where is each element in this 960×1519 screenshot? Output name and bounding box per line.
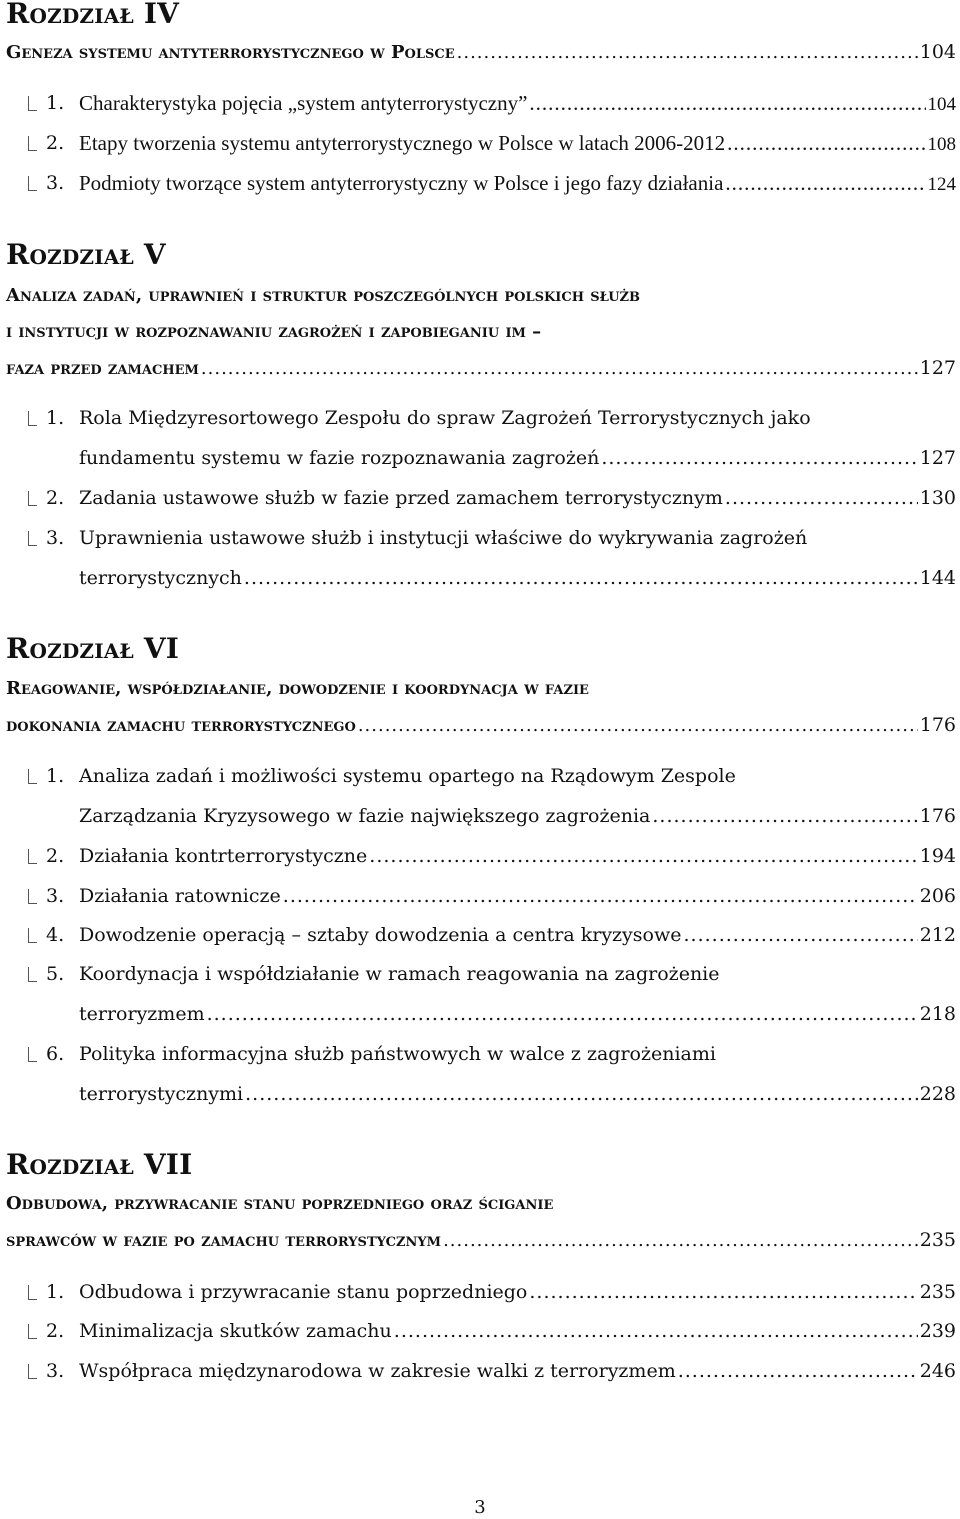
page-number: 212 [919, 924, 956, 946]
entry-text: Współpraca międzynarodowa w zakresie walki z terroryzmem [79, 1360, 676, 1382]
entry-number: 3. [46, 1360, 65, 1382]
page-number: 194 [919, 845, 956, 867]
toc-entry[interactable] [46, 1034, 956, 1114]
bullet-marker [28, 769, 36, 783]
entry-text: terrorystycznych [79, 567, 242, 589]
page-number: 130 [919, 487, 956, 509]
entry-number: 3. [46, 885, 65, 907]
chapter-heading: Rozdział VI [6, 632, 180, 665]
toc-entry[interactable] [46, 398, 956, 478]
page-number: 108 [927, 134, 956, 155]
toc-entry[interactable] [46, 1272, 956, 1312]
leader-dots [283, 876, 918, 916]
page-number: 104 [927, 94, 956, 115]
chapter-title[interactable] [6, 278, 956, 386]
page-number: 127 [919, 357, 956, 379]
page-number: 104 [919, 41, 956, 63]
page-number: 127 [919, 447, 956, 469]
chapter-title-line: Geneza systemu antyterrorystycznego w Polsce [6, 42, 455, 63]
entry-number: 4. [46, 924, 65, 946]
entry-text: Koordynacja i współdziałanie w ramach reagowania na zagrożenie [79, 963, 720, 985]
chapter-title-line: i instytucji w rozpoznawaniu zagrożeń i zapobieganiu im – [6, 321, 542, 342]
leader-dots [652, 796, 917, 836]
toc-entry[interactable] [46, 915, 956, 955]
entry-number: 6. [46, 1043, 65, 1065]
bullet-marker [28, 889, 36, 903]
entry-number: 1. [46, 765, 65, 787]
entry-text: terrorystycznymi [79, 1083, 244, 1105]
bullet-marker [28, 531, 36, 545]
leader-dots [678, 1351, 918, 1391]
entry-text: Podmioty tworzące system antyterrorystyczny w Polsce i jego fazy działania [79, 171, 724, 195]
bullet-marker [28, 1324, 36, 1338]
page-number: 239 [919, 1320, 956, 1342]
bullet-marker [28, 491, 36, 505]
bullet-marker [28, 1285, 36, 1299]
entry-number: 1. [46, 92, 65, 114]
entry-text: Działania ratownicze [79, 885, 281, 907]
bullet-marker [28, 411, 36, 425]
page-number: 176 [919, 805, 956, 827]
chapter-title-line: dokonania zamachu terrorystycznego [6, 715, 356, 736]
page-number: 144 [919, 567, 956, 589]
leader-dots [684, 915, 918, 955]
leader-dots [725, 163, 925, 203]
leader-dots [725, 478, 918, 518]
entry-number: 1. [46, 407, 65, 429]
toc-entry[interactable] [46, 836, 956, 876]
bullet-marker [28, 1047, 36, 1061]
page-number: 176 [919, 714, 956, 736]
entry-number: 3. [46, 172, 65, 194]
leader-dots [245, 1074, 918, 1114]
footer-page-number: 3 [474, 1497, 486, 1518]
entry-text: Polityka informacyjna służb państwowych w walce z zagrożeniami [79, 1043, 716, 1065]
leader-dots [727, 123, 925, 163]
toc-entry[interactable] [46, 876, 956, 916]
toc-entry[interactable] [46, 756, 956, 836]
leader-dots [601, 438, 917, 478]
chapter-title[interactable] [6, 1186, 956, 1258]
leader-dots [369, 836, 917, 876]
chapter-title-line: Analiza zadań, uprawnień i struktur poszczególnych polskich służb [6, 285, 641, 306]
toc-entry[interactable] [46, 478, 956, 518]
entry-text: terroryzmem [79, 1003, 205, 1025]
toc-entry[interactable] [46, 518, 956, 598]
entry-text: Zarządzania Kryzysowego w fazie największego zagrożenia [79, 805, 651, 827]
chapter-title-line: sprawców w fazie po zamachu terrorystycznym [6, 1230, 442, 1251]
leader-dots [358, 708, 918, 744]
bullet-marker [28, 136, 36, 150]
bullet-marker [28, 96, 36, 110]
toc-entry[interactable] [46, 954, 956, 1034]
toc-entry[interactable] [46, 163, 956, 203]
chapter-heading: Rozdział VII [6, 1148, 193, 1181]
leader-dots [457, 35, 918, 71]
entry-text: Analiza zadań i możliwości systemu opartego na Rządowym Zespole [79, 765, 736, 787]
chapter-title-line: faza przed zamachem [6, 358, 199, 379]
chapter-heading: Rozdział V [6, 238, 166, 271]
bullet-marker [28, 1364, 36, 1378]
leader-dots [201, 351, 918, 387]
toc-entry[interactable] [46, 1311, 956, 1351]
entry-text: fundamentu systemu w fazie rozpoznawania zagrożeń [79, 447, 600, 469]
chapter-title-line: Reagowanie, współdziałanie, dowodzenie i koordynacja w fazie [6, 678, 589, 699]
chapter-title-line: Odbudowa, przywracanie stanu poprzedniego oraz ściganie [6, 1193, 554, 1214]
page-number: 246 [919, 1360, 956, 1382]
page-number: 235 [919, 1281, 956, 1303]
leader-dots [394, 1311, 918, 1351]
entry-text: Działania kontrterrorystyczne [79, 845, 368, 867]
entry-text: Minimalizacja skutków zamachu [79, 1320, 392, 1342]
toc-entry[interactable] [46, 1351, 956, 1391]
leader-dots [443, 1223, 918, 1259]
entry-number: 2. [46, 487, 65, 509]
entry-text: Dowodzenie operacją – sztaby dowodzenia a centra kryzysowe [79, 924, 682, 946]
entry-text: Etapy tworzenia systemu antyterrorystycznego w Polsce w latach 2006-2012 [79, 131, 726, 155]
toc-entry[interactable] [46, 83, 956, 123]
page-number: 218 [919, 1003, 956, 1025]
bullet-marker [28, 176, 36, 190]
entry-number: 5. [46, 963, 65, 985]
chapter-title[interactable] [6, 34, 956, 70]
toc-entry[interactable] [46, 123, 956, 163]
bullet-marker [28, 967, 36, 981]
entry-number: 3. [46, 527, 65, 549]
page-number: 235 [919, 1229, 956, 1251]
bullet-marker [28, 928, 36, 942]
leader-dots [529, 83, 925, 123]
entry-text: Zadania ustawowe służb w fazie przed zamachem terrorystycznym [79, 487, 723, 509]
entry-text: Odbudowa i przywracanie stanu poprzedniego [79, 1281, 528, 1303]
leader-dots [529, 1272, 917, 1312]
chapter-heading: Rozdział IV [6, 0, 180, 30]
page-number: 228 [919, 1083, 956, 1105]
page-number: 124 [927, 174, 956, 195]
entry-number: 2. [46, 845, 65, 867]
entry-number: 2. [46, 1320, 65, 1342]
leader-dots [244, 558, 918, 598]
entry-text: Charakterystyka pojęcia „system antyterrorystyczny” [79, 91, 528, 115]
entry-text: Uprawnienia ustawowe służb i instytucji właściwe do wykrywania zagrożeń [79, 527, 808, 549]
leader-dots [207, 994, 918, 1034]
entry-text: Rola Międzyresortowego Zespołu do spraw Zagrożeń Terrorystycznych jako [79, 407, 811, 429]
entry-number: 2. [46, 132, 65, 154]
page-number: 206 [919, 885, 956, 907]
entry-number: 1. [46, 1281, 65, 1303]
chapter-title[interactable] [6, 671, 956, 743]
bullet-marker [28, 849, 36, 863]
